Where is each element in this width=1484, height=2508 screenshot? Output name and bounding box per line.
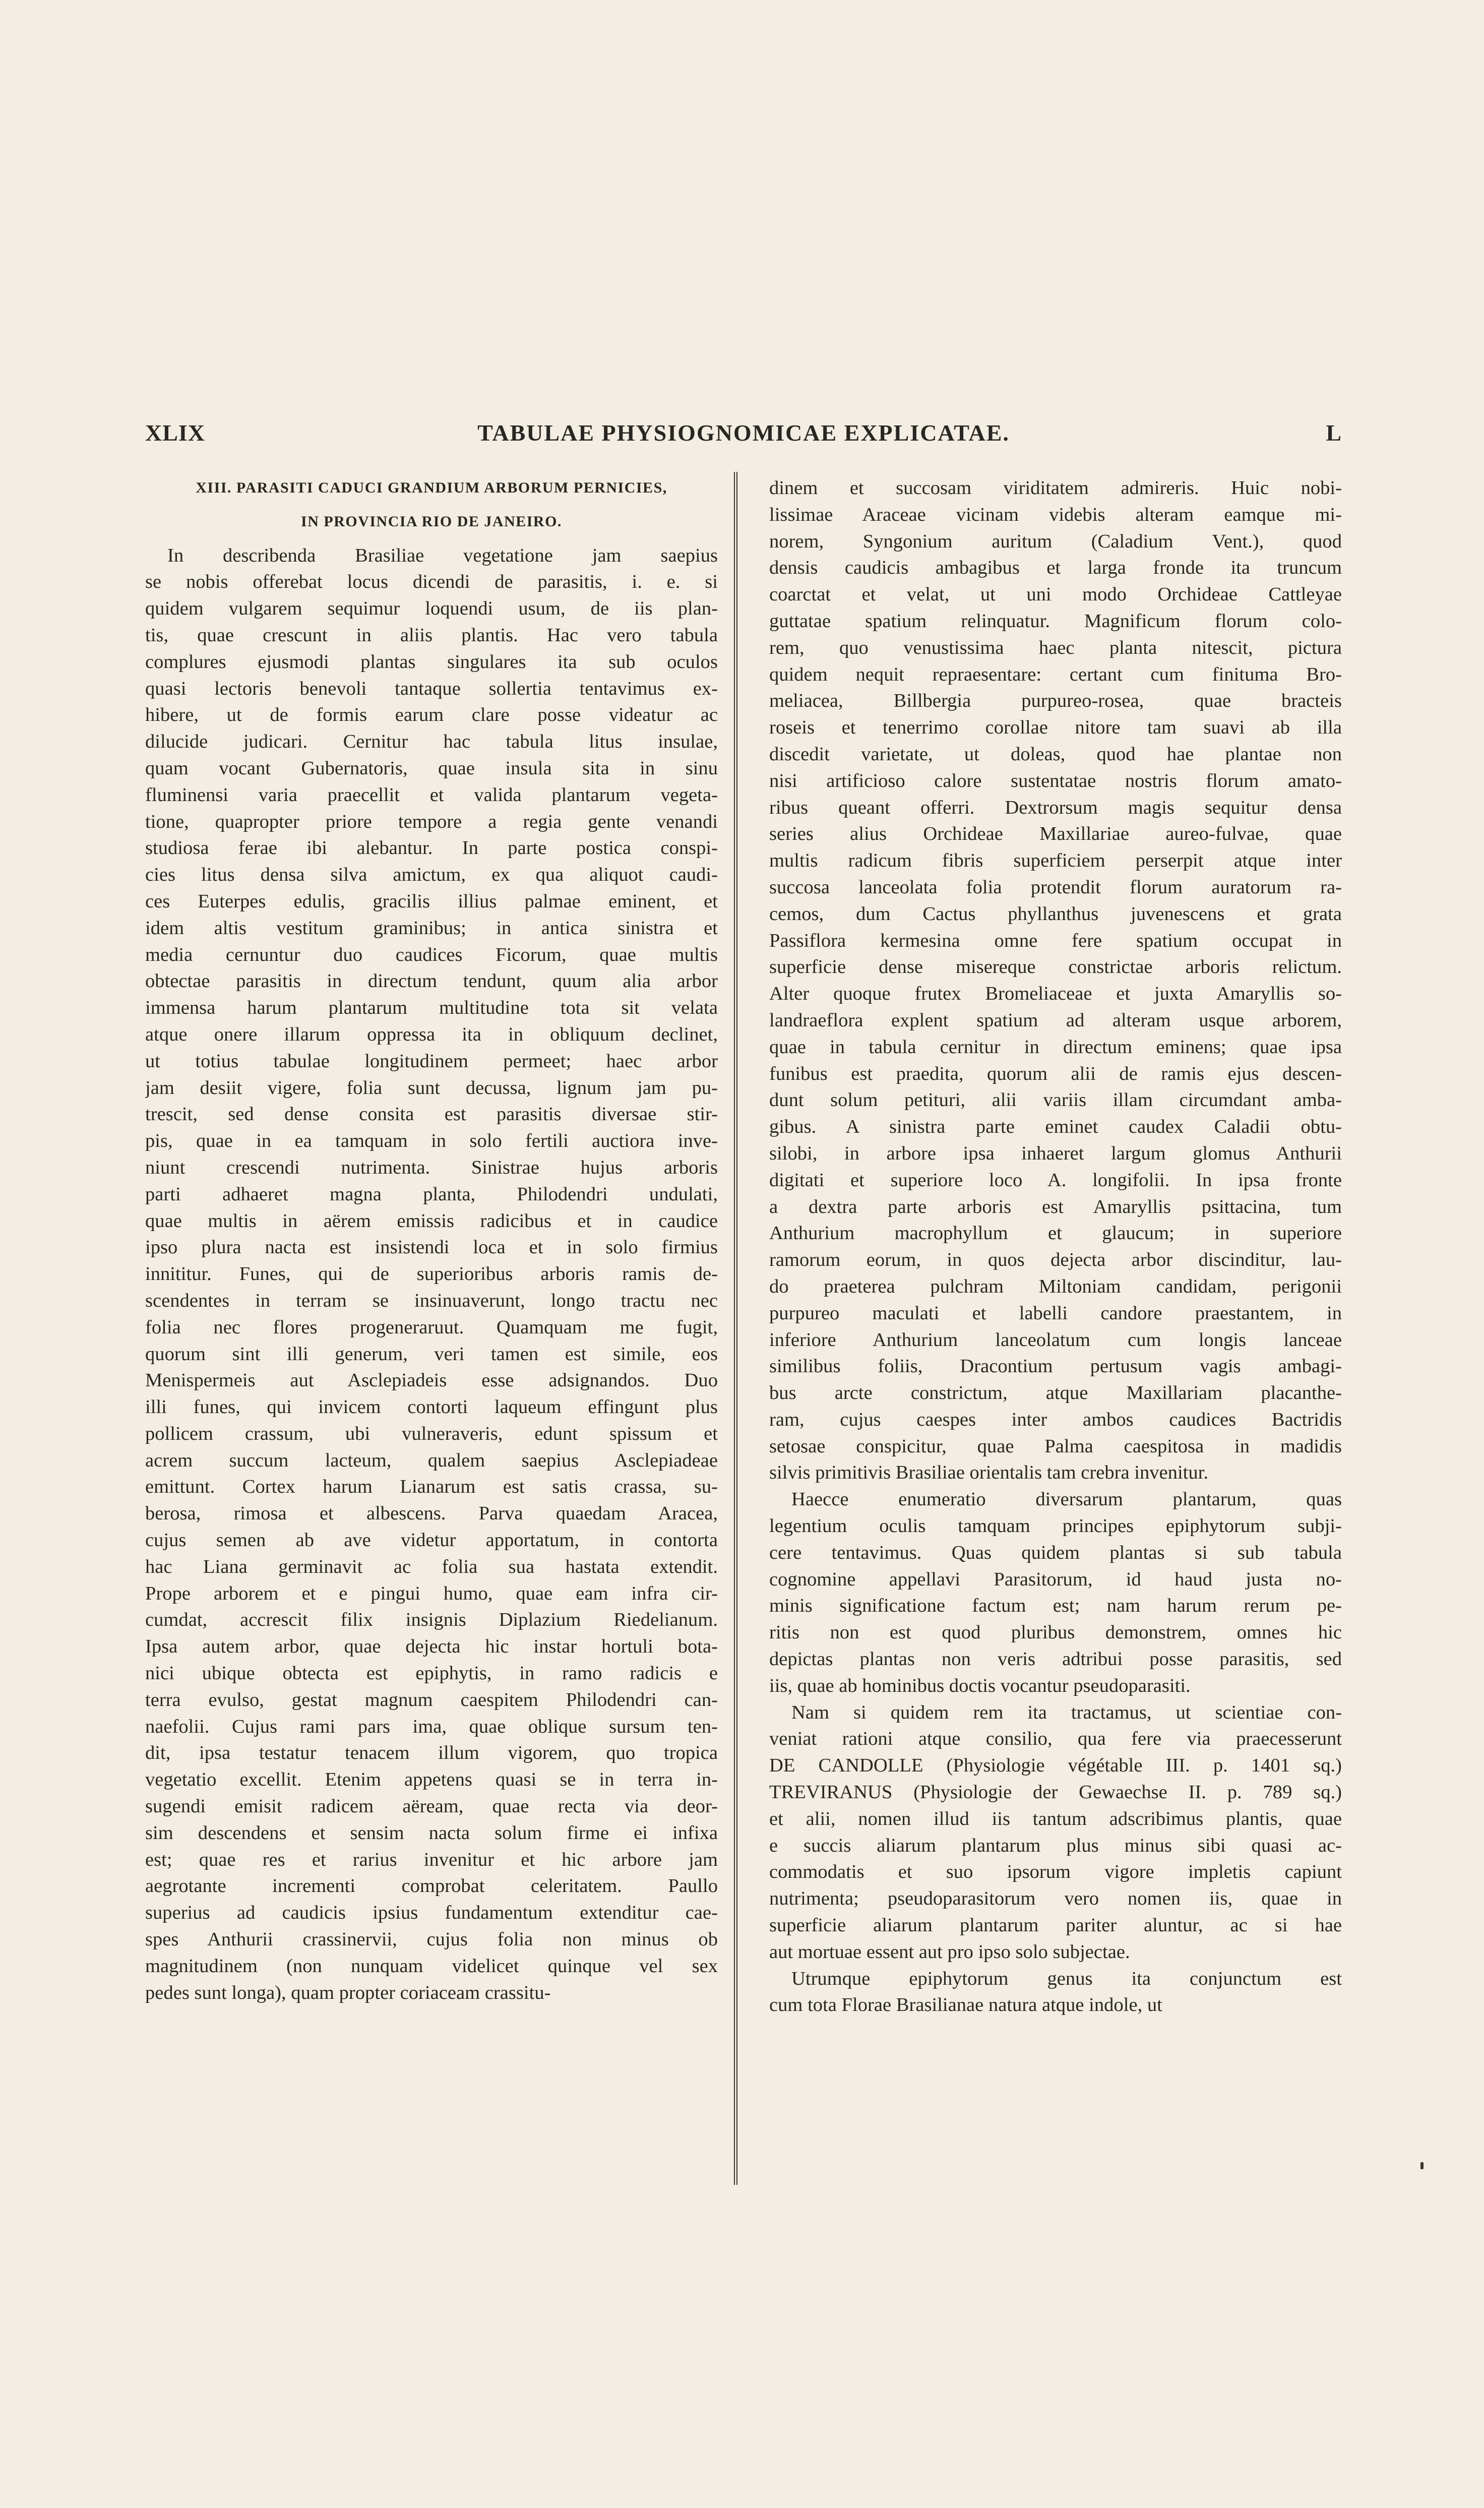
text-line: fluminensi varia praecellit et valida plantarum vegeta- — [145, 784, 718, 806]
margin-mark — [1420, 2162, 1424, 2169]
text-line: quae in tabula cernitur in directum eminens; quae ipsa — [769, 1036, 1342, 1058]
text-line: coarctat et velat, ut uni modo Orchideae Cattleyae — [769, 584, 1342, 605]
text-line: cies litus densa silva amictum, ex qua aliquot caudi- — [145, 864, 718, 886]
text-line: commodatis et suo ipsorum vigore impletis capiunt — [769, 1861, 1342, 1883]
text-line: guttatae spatium relinquatur. Magnificum florum colo- — [769, 610, 1342, 632]
text-line: acrem succum lacteum, qualem saepius Asclepiadeae — [145, 1449, 718, 1471]
text-line: terra evulso, gestat magnum caespitem Philodendri can- — [145, 1689, 718, 1710]
text-line: hibere, ut de formis earum clare posse videatur ac — [145, 704, 718, 726]
text-line: purpureo maculati et labelli candore praestantem, in — [769, 1302, 1342, 1324]
text-line: gibus. A sinistra parte eminet caudex Caladii obtu- — [769, 1116, 1342, 1138]
text-line: DE CANDOLLE (Physiologie végétable III. p. 1401 sq.) — [769, 1755, 1342, 1777]
text-line: quorum sint illi generum, veri tamen est simile, eos — [145, 1343, 718, 1365]
running-header — [145, 419, 1342, 455]
text-line: silvis primitivis Brasiliae orientalis tam crebra invenitur. — [769, 1462, 1209, 1484]
text-line: aegrotante incrementi comprobat celeritatem. Paullo — [145, 1875, 718, 1897]
text-line: Ipsa autem arbor, quae dejecta hic instar hortuli bota- — [145, 1636, 718, 1658]
text-line: cumdat, accrescit filix insignis Diplazium Riedelianum. — [145, 1609, 718, 1631]
right-column — [769, 475, 1342, 2018]
running-title: TABULAE PHYSIOGNOMICAE EXPLICATAE. — [477, 420, 1010, 446]
text-line: ces Euterpes edulis, gracilis illius palmae eminent, et — [145, 890, 718, 912]
text-line: scendentes in terram se insinuaverunt, longo tractu nec — [145, 1290, 718, 1311]
text-line: veniat rationi atque consilio, qua fere via praecesserunt — [769, 1728, 1342, 1750]
text-line: trescit, sed dense consita est parasitis diversae stir- — [145, 1104, 718, 1125]
text-line: se nobis offerebat locus dicendi de parasitis, i. e. si — [145, 571, 718, 593]
text-line: ut totius tabulae longitudinem permeet; haec arbor — [145, 1050, 718, 1072]
text-line: nutrimenta; pseudoparasitorum vero nomen iis, quae in — [769, 1888, 1342, 1910]
text-line: densis caudicis ambagibus et larga fronde ita truncum — [769, 557, 1342, 579]
text-line: magnitudinem (non nunquam videlicet quinque vel sex — [145, 1955, 718, 1977]
text-line: Menispermeis aut Asclepiadeis esse adsignandos. Duo — [145, 1370, 718, 1391]
page-number-right: L — [1326, 420, 1342, 446]
text-line: inferiore Anthurium lanceolatum cum longis lanceae — [769, 1329, 1342, 1351]
text-line: quidem nequit repraesentare: certant cum finituma Bro- — [769, 663, 1342, 685]
text-line: succosa lanceolata folia protendit florum auratorum ra- — [769, 876, 1342, 898]
text-line: Prope arborem et e pingui humo, quae eam infra cir- — [145, 1582, 718, 1604]
text-line: superius ad caudicis ipsius fundamentum extenditur cae- — [145, 1902, 718, 1924]
text-line: TREVIRANUS (Physiologie der Gewaechse II. p. 789 sq.) — [769, 1782, 1342, 1803]
text-line: nisi artificioso calore sustentatae nostris florum amato- — [769, 770, 1342, 791]
text-line: discedit varietate, ut doleas, quod hae plantae non — [769, 743, 1342, 765]
text-line: aut mortuae essent aut pro ipso solo subjectae. — [769, 1941, 1130, 1963]
text-line: immensa harum plantarum multitudine tota sit velata — [145, 997, 718, 1019]
text-line: pis, quae in ea tamquam in solo fertili auctiora inve- — [145, 1130, 718, 1152]
text-line: norem, Syngonium auritum (Caladium Vent.), quod — [769, 530, 1342, 552]
text-line: cemos, dum Cactus phyllanthus juvenescens et grata — [769, 903, 1342, 925]
text-line: folia nec flores progeneraruut. Quamquam me fugit, — [145, 1316, 718, 1338]
text-line: tis, quae crescunt in aliis plantis. Hac vero tabula — [145, 624, 718, 646]
text-line: dunt solum petituri, alii variis illam circumdant amba- — [769, 1089, 1342, 1111]
text-line: complures ejusmodi plantas singulares ita sub oculos — [145, 651, 718, 672]
text-line: funibus est praedita, quorum alii de ramis ejus descen- — [769, 1063, 1342, 1084]
text-line: tione, quapropter priore tempore a regia gente venandi — [145, 811, 718, 832]
text-line: bus arcte constrictum, atque Maxillariam placanthe- — [769, 1382, 1342, 1404]
text-line: cere tentavimus. Quas quidem plantas si sub tabula — [769, 1542, 1342, 1563]
text-line: XIII. PARASITI CADUCI GRANDIUM ARBORUM PERNICIES, — [196, 479, 667, 496]
text-line: sugendi emisit radicem aëream, quae recta via deor- — [145, 1796, 718, 1817]
text-line: et alii, nomen illud iis tantum adscribimus plantis, quae — [769, 1808, 1342, 1829]
text-line: multis radicum fibris superficiem perserpit atque inter — [769, 850, 1342, 872]
text-line: hac Liana germinavit ac folia sua hastata extendit. — [145, 1556, 718, 1577]
text-line: digitati et superiore loco A. longifolii. In ipsa fronte — [769, 1169, 1342, 1191]
text-line: Alter quoque frutex Bromeliaceae et juxta Amaryllis so- — [769, 983, 1342, 1005]
text-line: ramorum eorum, in quos dejecta arbor discinditur, lau- — [769, 1249, 1342, 1271]
text-line: cujus semen ab ave videtur apportatum, in contorta — [145, 1530, 718, 1551]
text-line: depictas plantas non veris adtribui posse parasitis, sed — [769, 1648, 1342, 1670]
left-column — [145, 475, 718, 2006]
text-line: sim descendens et sensim nacta solum firme ei infixa — [145, 1822, 718, 1844]
text-line: quasi lectoris benevoli tantaque sollertia tentavimus ex- — [145, 678, 718, 699]
text-line: idem altis vestitum graminibus; in antica sinistra et — [145, 917, 718, 939]
text-line: Passiflora kermesina omne fere spatium occupat in — [769, 930, 1342, 951]
text-line: a dextra parte arboris est Amaryllis psittacina, tum — [769, 1196, 1342, 1217]
text-line: studiosa ferae ibi alebantur. In parte postica conspi- — [145, 837, 718, 859]
text-line: ipso plura nacta est insistendi loca et in solo firmius — [145, 1237, 718, 1258]
text-line: ribus queant offerri. Dextrorsum magis sequitur densa — [769, 797, 1342, 818]
text-line: pollicem crassum, ubi vulneraveris, edunt spissum et — [145, 1423, 718, 1444]
text-line: IN PROVINCIA RIO DE JANEIRO. — [301, 513, 562, 530]
text-line: ritis non est quod pluribus demonstrem, omnes hic — [769, 1622, 1342, 1643]
text-line: Utrumque epiphytorum genus ita conjunctum est — [791, 1968, 1342, 1989]
text-line: do praeterea pulchram Miltoniam candidam, perigonii — [769, 1275, 1342, 1297]
text-line: iis, quae ab hominibus doctis vocantur pseudoparasiti. — [769, 1675, 1191, 1696]
text-line: berosa, rimosa et albescens. Parva quaedam Aracea, — [145, 1503, 718, 1524]
text-line: quidem vulgarem sequimur loquendi usum, de iis plan- — [145, 598, 718, 620]
text-line: rem, quo venustissima haec planta nitescit, pictura — [769, 637, 1342, 658]
text-line: obtectae parasitis in directum tendunt, quum alia arbor — [145, 970, 718, 992]
text-line: meliacea, Billbergia purpureo-rosea, quae bracteis — [769, 690, 1342, 712]
text-line: dilucide judicari. Cernitur hac tabula litus insulae, — [145, 731, 718, 753]
text-line: nici ubique obtecta est epiphytis, in ramo radicis e — [145, 1663, 718, 1684]
text-line: cognomine appellavi Parasitorum, id haud justa no- — [769, 1568, 1342, 1590]
text-line: similibus foliis, Dracontium pertusum vagis ambagi- — [769, 1356, 1342, 1377]
text-line: spes Anthurii crassinervii, cujus folia non minus ob — [145, 1929, 718, 1950]
text-line: In describenda Brasiliae vegetatione jam saepius — [167, 544, 718, 566]
text-line: roseis et tenerrimo corollae nitore tam suavi ab illa — [769, 717, 1342, 739]
text-line: est; quae res et rarius invenitur et hic arbore jam — [145, 1849, 718, 1870]
text-line: quae multis in aërem emissis radicibus et in caudice — [145, 1210, 718, 1232]
text-line: ram, cujus caespes inter ambos caudices Bactridis — [769, 1409, 1342, 1430]
text-line: parti adhaeret magna planta, Philodendri undulati, — [145, 1183, 718, 1205]
column-divider — [734, 472, 737, 2185]
text-line: silobi, in arbore ipsa inhaeret largum glomus Anthurii — [769, 1142, 1342, 1164]
text-line: Nam si quidem rem ita tractamus, ut scientiae con- — [791, 1701, 1342, 1723]
text-line: jam desiit vigere, folia sunt decussa, lignum jam pu- — [145, 1077, 718, 1098]
text-line: Haecce enumeratio diversarum plantarum, quas — [791, 1489, 1342, 1510]
text-line: cum tota Florae Brasilianae natura atque indole, ut — [769, 1994, 1162, 2016]
text-line: lissimae Araceae vicinam videbis alteram eamque mi- — [769, 504, 1342, 525]
text-line: setosae conspicitur, quae Palma caespitosa in madidis — [769, 1435, 1342, 1457]
text-line: landraeflora explent spatium ad alteram usque arborem, — [769, 1009, 1342, 1031]
text-line: legentium oculis tamquam principes epiphytorum subji- — [769, 1515, 1342, 1537]
text-line: dinem et succosam viriditatem admireris. Huic nobi- — [769, 477, 1342, 499]
text-line: quam vocant Gubernatoris, quae insula sita in sinu — [145, 757, 718, 779]
text-line: media cernuntur duo caudices Ficorum, quae multis — [145, 944, 718, 965]
text-line: innititur. Funes, qui de superioribus arboris ramis de- — [145, 1263, 718, 1285]
text-line: e succis aliarum plantarum plus minus sibi quasi ac- — [769, 1834, 1342, 1856]
text-line: naefolii. Cujus rami pars ima, quae oblique sursum ten- — [145, 1716, 718, 1737]
text-line: minis significatione factum est; nam harum rerum pe- — [769, 1595, 1342, 1617]
text-line: niunt crescendi nutrimenta. Sinistrae hujus arboris — [145, 1156, 718, 1178]
text-line: superficie aliarum plantarum pariter aluntur, ac si hae — [769, 1915, 1342, 1936]
text-line: atque onere illarum oppressa ita in obliquum declinet, — [145, 1023, 718, 1045]
page-number-left: XLIX — [145, 420, 206, 446]
text-line: superficie dense misereque constrictae arboris relictum. — [769, 956, 1342, 978]
text-line: dit, ipsa testatur tenacem illum vigorem, quo tropica — [145, 1742, 718, 1764]
text-line: emittunt. Cortex harum Lianarum est satis crassa, su- — [145, 1476, 718, 1498]
text-line: series alius Orchideae Maxillariae aureo-fulvae, quae — [769, 823, 1342, 845]
text-line: vegetatio excellit. Etenim appetens quasi se in terra in- — [145, 1769, 718, 1791]
text-line: Anthurium macrophyllum et glaucum; in superiore — [769, 1222, 1342, 1244]
text-line: pedes sunt longa), quam propter coriaceam crassitu- — [145, 1982, 551, 2003]
text-line: illi funes, qui invicem contorti laqueum effingunt plus — [145, 1396, 718, 1418]
